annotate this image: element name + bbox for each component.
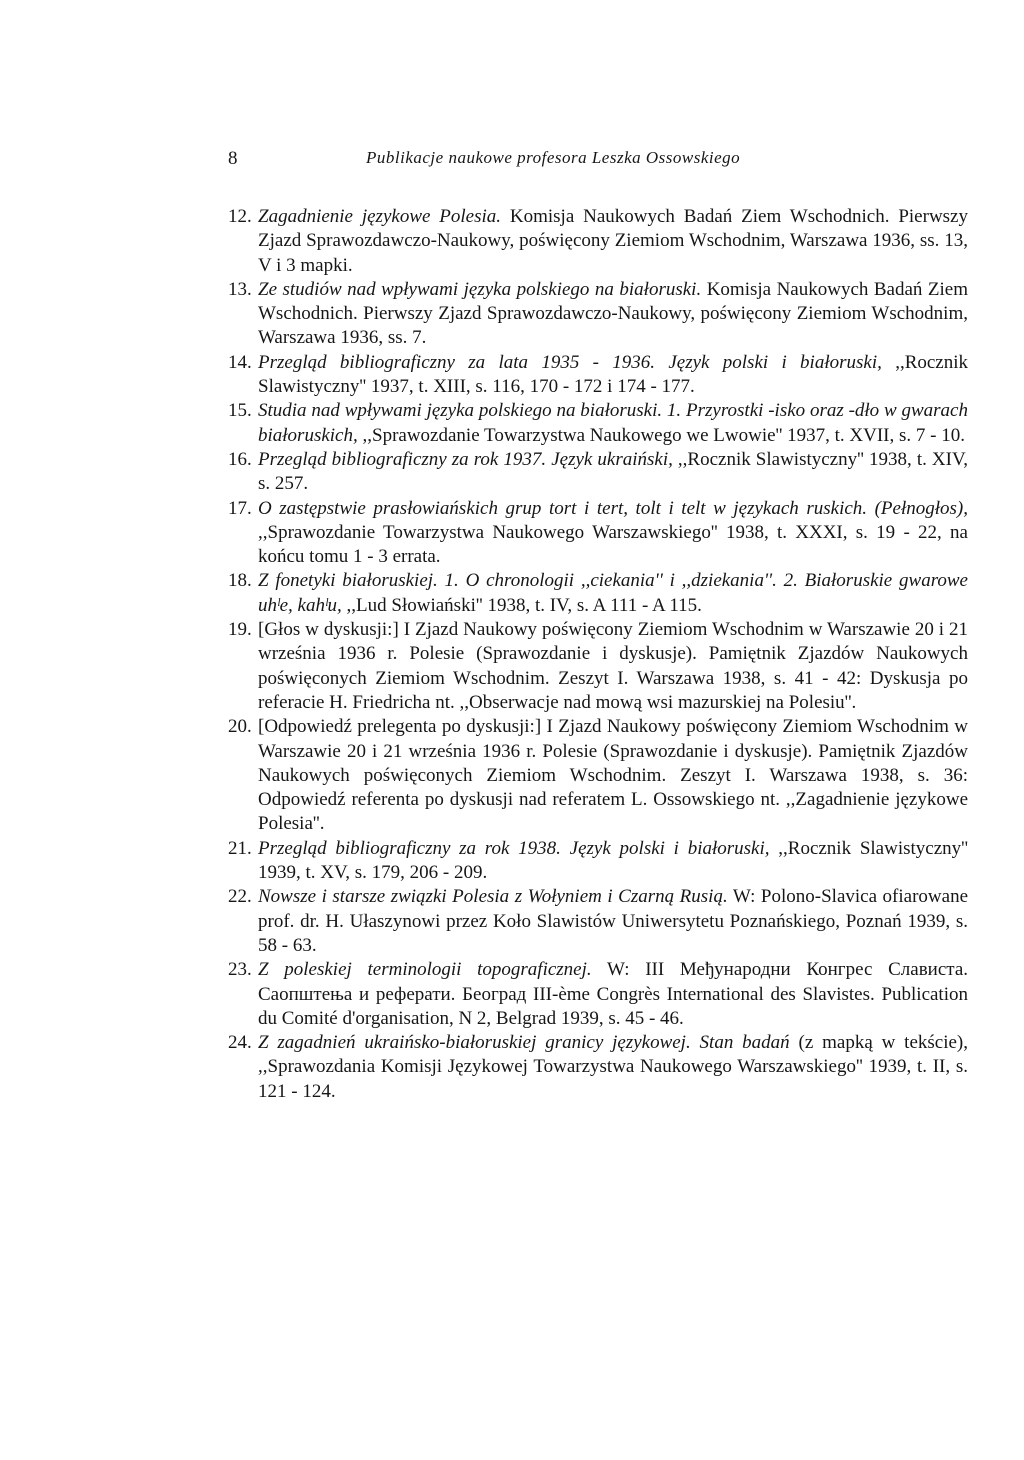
- entry-number: 24.: [228, 1032, 252, 1054]
- bibliography-entry: [228, 885, 968, 958]
- bibliography-entry: [228, 278, 968, 351]
- bibliography-entry: [228, 497, 968, 570]
- bibliography-entry: [228, 569, 968, 618]
- entry-text: ,,Lud Słowiański'' 1938, t. IV, s. A 111 - A 115.: [346, 594, 702, 616]
- bibliography-list: [228, 205, 968, 1104]
- entry-text: Komisja Naukowych Badań Ziem Wschodnich. Pierwszy Zjazd Sprawozdawczo-Naukowy, poświęcony Ziemiom Wschodnim, Warszawa 1936, ss. 13, V i 3 mapki.: [258, 206, 968, 276]
- entry-title: Ze studiów nad wpływami języka polskiego na białoruski.: [258, 278, 702, 300]
- entry-text: (z mapką w tekście), ,,Sprawozdania Komisji Językowej Towarzystwa Naukowego Warszawskiego'' 1939, t. II, s. 121 - 124.: [258, 1032, 968, 1102]
- entry-number: 17.: [228, 497, 252, 519]
- bibliography-entry: [228, 205, 968, 278]
- entry-text: ,,Sprawozdanie Towarzystwa Naukowego we Lwowie'' 1937, t. XVII, s. 7 - 10.: [362, 424, 965, 446]
- page-header: [228, 148, 808, 178]
- entry-number: 20.: [228, 716, 252, 738]
- entry-number: 12.: [228, 206, 252, 227]
- entry-number: 19.: [228, 619, 252, 641]
- entry-title: O zastępstwie prasłowiańskich grup tort i tert, tolt i telt w językach ruskich. (Pełnogłos),: [258, 497, 968, 519]
- entry-text: ,,Sprawozdanie Towarzystwa Naukowego Warszawskiego'' 1938, t. XXXI, s. 19 - 22, na końcu tomu 1 - 3 errata.: [258, 521, 968, 568]
- entry-text: [Odpowiedź prelegenta po dyskusji:] I Zjazd Naukowy poświęcony Ziemiom Wschodnim w Warszawie 20 i 21 września 1936 r. Polesie (Sprawozdanie i dyskusje). Pamiętnik Zjazdów Naukowych poświęconych Ziemiom Wschodnim. Zeszyt I. Warszawa 1938, s. 36: Odpowiedź referenta po dyskusji nad referatem L. Ossowskiego nt. ,,Zagadnienie językowe Polesia''.: [258, 716, 968, 835]
- bibliography-entry: [228, 448, 968, 497]
- entry-title: Z fonetyki białoruskiej. 1. O chronologii ,,ciekania'' i ,,dziekania''. 2. Białoruskie gwarowe uhˡe, kahˡu,: [258, 570, 968, 616]
- entry-number: 21.: [228, 837, 252, 859]
- entry-title: Nowsze i starsze związki Polesia z Wołyniem i Czarną Rusią.: [258, 886, 728, 908]
- entry-title: Zagadnienie językowe Polesia.: [258, 206, 502, 227]
- entry-text: ,,Rocznik Slawistyczny'' 1939, t. XV, s. 179, 206 - 209.: [258, 837, 968, 884]
- entry-text: [Głos w dyskusji:] I Zjazd Naukowy poświęcony Ziemiom Wschodnim w Warszawie 20 i 21 września 1936 r. Polesie (Sprawozdanie i dyskusje). Pamiętnik Zjazdów Naukowych poświęconych Ziemiom Wschodnim. Zeszyt I. Warszawa 1938, s. 41 - 42: Dyskusja po referacie H. Friedricha nt. ,,Obserwacje nad mową wsi mazurskiej na Polesiu''.: [258, 619, 968, 713]
- entry-title: Studia nad wpływami języka polskiego na białoruski. 1. Przyrostki -isko oraz -dło w gwarach białoruskich,: [258, 400, 968, 446]
- entry-title: Z poleskiej terminologii topograficznej.: [258, 959, 592, 981]
- bibliography-entry: [228, 351, 968, 400]
- entry-text: ,,Rocznik Slawistyczny'' 1938, t. XIV, s. 257.: [258, 448, 968, 495]
- entry-number: 18.: [228, 570, 252, 592]
- bibliography-entry: [228, 837, 968, 886]
- bibliography-entry: [228, 618, 968, 715]
- entry-number: 16.: [228, 448, 252, 470]
- bibliography-entry: [228, 958, 968, 1031]
- entry-number: 13.: [228, 278, 252, 300]
- entry-title: Przegląd bibliograficzny za rok 1937. Język ukraiński,: [258, 448, 673, 470]
- entry-title: Przegląd bibliograficzny za lata 1935 - 1936. Język polski i białoruski,: [258, 351, 882, 373]
- entry-title: Z zagadnień ukraińsko-białoruskiej granicy językowej. Stan badań: [258, 1032, 790, 1054]
- entry-text: W: Polono-Slavica ofiarowane prof. dr. H. Ułaszynowi przez Koło Slawistów Uniwersytetu Poznańskiego, Poznań 1939, s. 58 - 63.: [258, 886, 968, 956]
- entry-number: 22.: [228, 886, 252, 908]
- entry-number: 14.: [228, 351, 252, 373]
- entry-number: 15.: [228, 400, 252, 422]
- entry-text: ,,Rocznik Slawistyczny'' 1937, t. XIII, s. 116, 170 - 172 i 174 - 177.: [258, 351, 969, 398]
- bibliography-entry: [228, 399, 968, 448]
- entry-text: W: III Међународни Конгрес Слависта. Саопштења и реферати. Београд III-ème Congrès International des Slavistes. Publication du Comité d'organisation, N 2, Belgrad 1939, s. 45 - 46.: [258, 959, 968, 1029]
- running-title: Publikacje naukowe profesora Leszka Ossowskiego: [366, 148, 741, 167]
- bibliography-entry: [228, 715, 968, 836]
- entry-number: 23.: [228, 959, 252, 981]
- page-number: 8: [228, 148, 238, 169]
- entry-text: Komisja Naukowych Badań Ziem Wschodnich. Pierwszy Zjazd Sprawozdawczo-Naukowy, poświęcony Ziemiom Wschodnim, Warszawa 1936, ss. 7.: [258, 278, 968, 349]
- entry-title: Przegląd bibliograficzny za rok 1938. Język polski i białoruski,: [258, 837, 770, 859]
- bibliography-entry: [228, 1031, 968, 1104]
